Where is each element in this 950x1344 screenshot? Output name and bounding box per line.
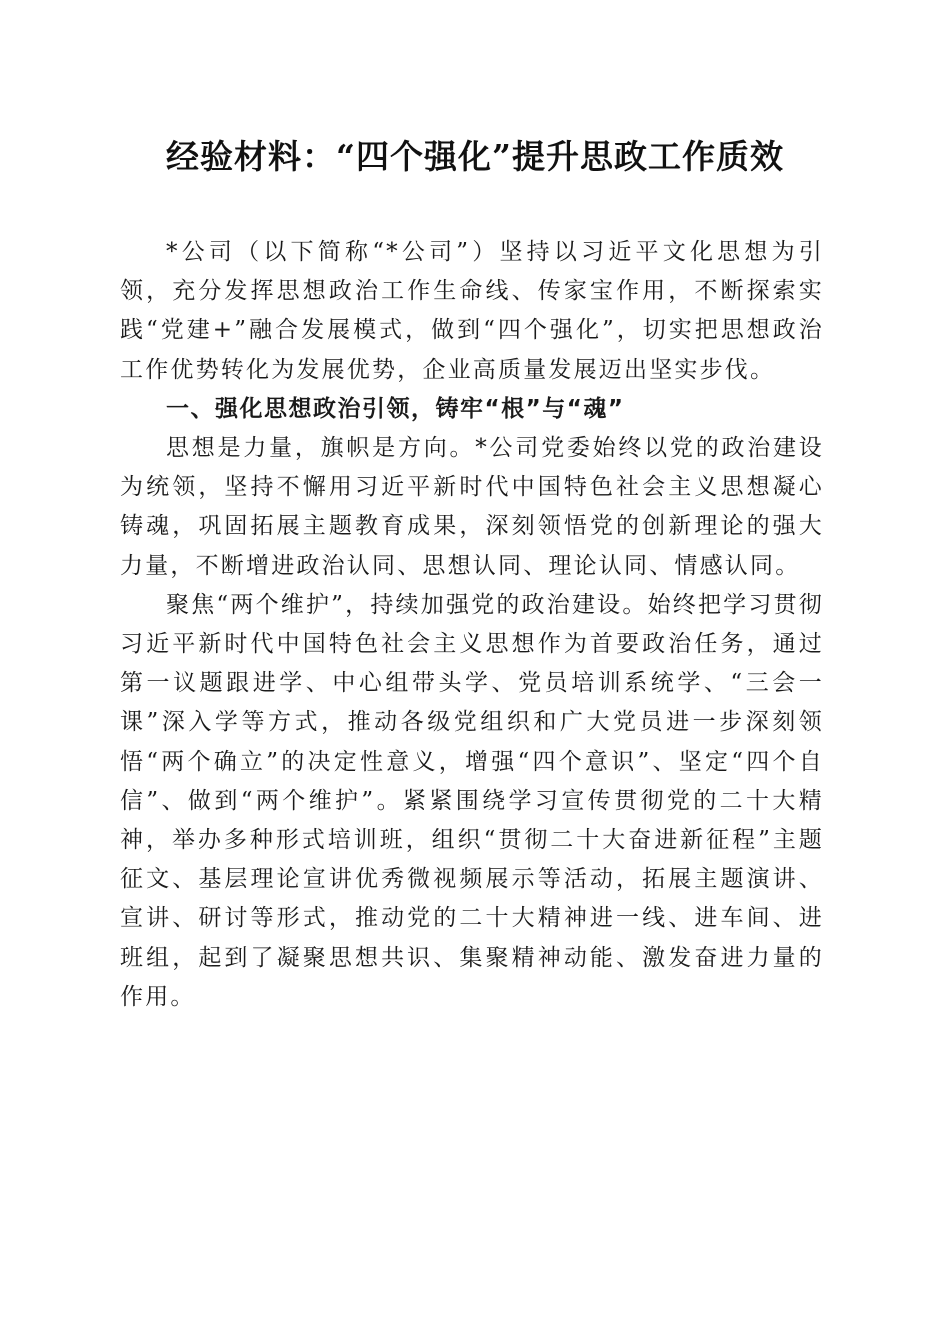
body-paragraph-1: 思想是力量，旗帜是方向。*公司党委始终以党的政治建设为统领，坚持不懈用习近平新时代中国特色社会主义思想凝心铸魂，巩固拓展主题教育成果，深刻领悟党的创新理论的强大力量，不断增进政治认同、思想认同、理论认同、情感认同。 [120, 435, 824, 579]
document-title: 经验材料：“四个强化”提升思政工作质效 [166, 137, 784, 176]
intro-paragraph: *公司（以下简称“*公司”）坚持以习近平文化思想为引领，充分发挥思想政治工作生命线、传家宝作用，不断探索实践“党建+”融合发展模式，做到“四个强化”，切实把思想政治工作优势转化为发展优势，企业高质量发展迈出坚实步伐。 [120, 239, 824, 383]
section-heading-1: 一、强化思想政治引领，铸牢“根”与“魂” [166, 395, 625, 422]
document-body [120, 233, 824, 1017]
body-paragraph-2: 聚焦“两个维护”，持续加强党的政治建设。始终把学习贯彻习近平新时代中国特色社会主义思想作为首要政治任务，通过第一议题跟进学、中心组带头学、党员培训系统学、“三会一课”深入学等方式，推动各级党组织和广大党员进一步深刻领悟“两个确立”的决定性意义，增强“四个意识”、坚定“四个自信”、做到“两个维护”。紧紧围绕学习宣传贯彻党的二十大精神，举办多种形式培训班，组织“贯彻二十大奋进新征程”主题征文、基层理论宣讲优秀微视频展示等活动，拓展主题演讲、宣讲、研讨等形式，推动党的二十大精神进一线、进车间、进班组，起到了凝聚思想共识、集聚精神动能、激发奋进力量的作用。 [120, 591, 824, 1010]
